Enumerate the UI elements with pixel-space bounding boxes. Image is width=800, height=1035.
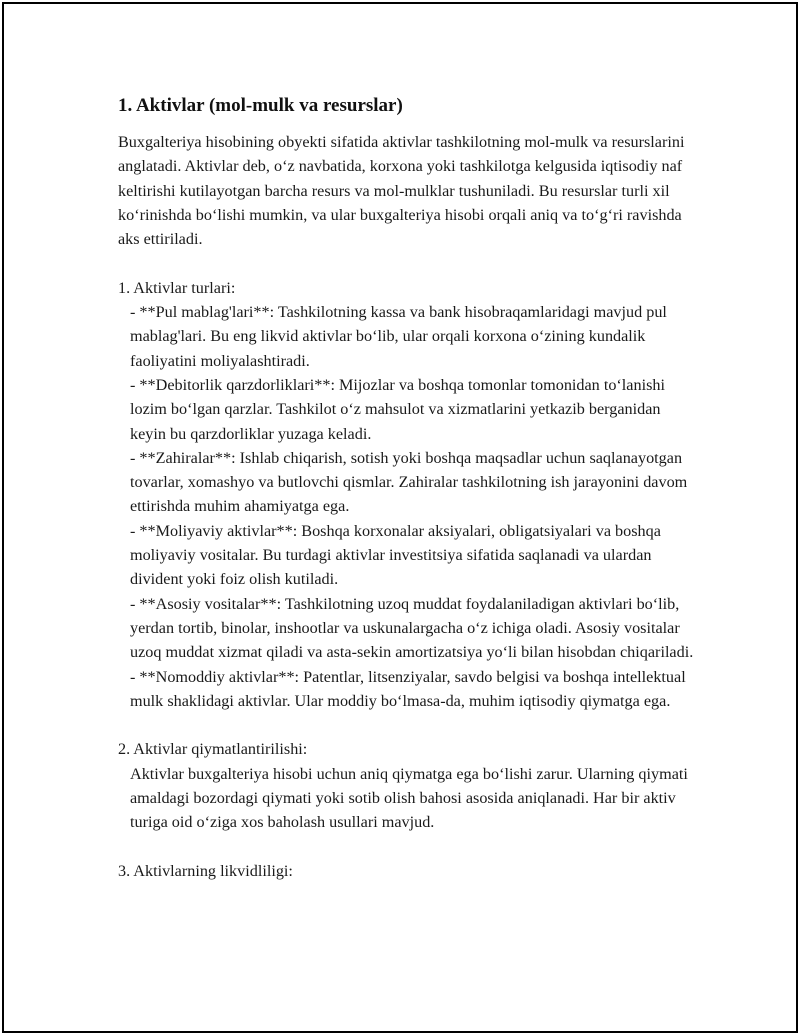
section-heading: 1. Aktivlar (mol-mulk va resurslar) bbox=[118, 95, 403, 116]
document-body bbox=[118, 92, 698, 883]
list-item-receivables: - **Debitorlik qarzdorliklari**: Mijozlar va boshqa tomonlar tomonidan to‘lanishi lozim bo‘lgan qarzlar. Tashkilot o‘z mahsulot va xizmatlarini yetkazib berganidan keyin bu qarzdorliklar yuzaga keladi. bbox=[130, 375, 670, 443]
intro-paragraph: Buxgalteriya hisobining obyekti sifatida aktivlar tashkilotning mol-mulk va resurslarini anglatadi. Aktivlar deb, o‘z navbatida, korxona yoki tashkilotga kelgusida iqtisodiy naf keltirishi kutilayotgan barcha resurs va mol-mulklar tushuniladi. Bu resurslar turli xil ko‘rinishda bo‘lishi mumkin, va ular buxgalteriya hisobi orqali aniq va to‘g‘ri ravishda aks ettiriladi. bbox=[118, 133, 689, 249]
paragraph-gap bbox=[118, 251, 698, 275]
list-item-financial-assets: - **Moliyaviy aktivlar**: Boshqa korxonalar aksiyalari, obligatsiyalari va boshqa moliyaviy vositalar. Bu turdagi aktivlar investitsiya sifatida saqlanadi va ulardan divident yoki foiz olish kutiladi. bbox=[130, 521, 665, 589]
valuation-title: 2. Aktivlar qiymatlantirilishi: bbox=[118, 740, 308, 759]
list-item-inventory: - **Zahiralar**: Ishlab chiqarish, sotish yoki boshqa maqsadlar uchun saqlanayotgan tovarlar, xomashyo va butlovchi qismlar. Zahiralar tashkilotning ish jarayonini davom ettirishda muhim ahamiyatga ega. bbox=[130, 448, 692, 516]
paragraph-gap bbox=[118, 713, 698, 737]
valuation-paragraph: Aktivlar buxgalteriya hisobi uchun aniq qiymatga ega bo‘lishi zarur. Ularning qiymati amaldagi bozordagi qiymati yoki sotib olish bahosi asosida aniqlanadi. Har bir aktiv turiga oid o‘ziga xos baholash usullari mavjud. bbox=[130, 764, 692, 832]
asset-types-title: 1. Aktivlar turlari: bbox=[118, 278, 236, 297]
list-item-intangible-assets: - **Nomoddiy aktivlar**: Patentlar, litsenziyalar, savdo belgisi va boshqa intellektual mulk shaklidagi aktivlar. Ular moddiy bo‘lmasa-da, muhim iqtisodiy qiymatga ega. bbox=[130, 667, 690, 710]
paragraph-gap bbox=[118, 835, 698, 859]
list-item-cash: - **Pul mablag'lari**: Tashkilotning kassa va bank hisobraqamlaridagi mavjud pul mablag'lari. Bu eng likvid aktivlar bo‘lib, ular orqali korxona o‘zining kundalik faoliyatini moliyalashtiradi. bbox=[130, 303, 671, 370]
liquidity-title: 3. Aktivlarning likvidliligi: bbox=[118, 861, 293, 880]
list-item-fixed-assets: - **Asosiy vositalar**: Tashkilotning uzoq muddat foydalaniladigan aktivlari bo‘lib, yerdan tortib, binolar, inshootlar va uskunalargacha o‘z ichiga oladi. Asosiy vositalar uzoq muddat xizmat qiladi va asta-sekin amortizatsiya yo‘li bilan hisobdan chiqariladi. bbox=[130, 594, 694, 662]
